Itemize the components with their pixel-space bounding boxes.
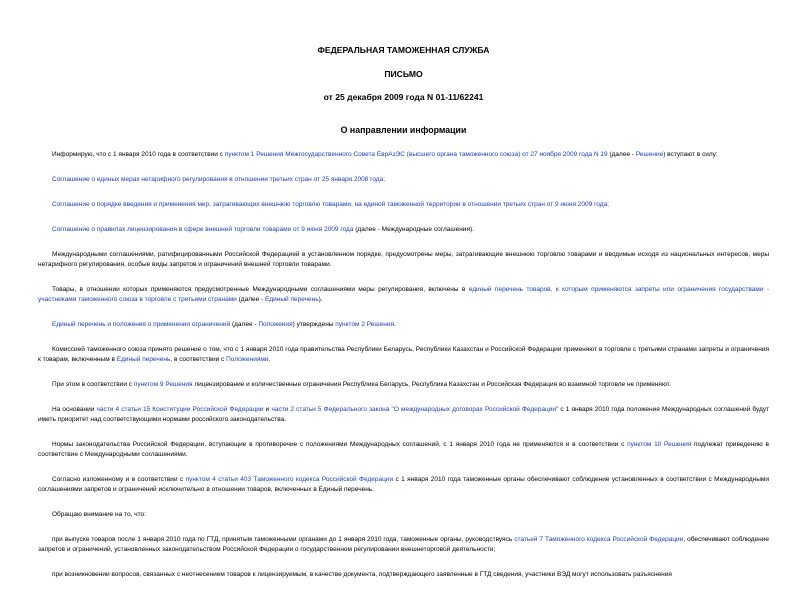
link-decision-point-10[interactable]: пунктом 10 Решения [627, 441, 692, 448]
paragraph-text: лицензирование и количественные ограничения Республика Беларусь, Республика Казахстан и Российская Федерация во взаимной торговле не применяют. [192, 381, 671, 388]
paragraph [38, 345, 769, 365]
link-unified-list-provisions[interactable]: Единый перечень и положения о применении ограничений [52, 321, 231, 328]
paragraph [38, 320, 769, 330]
paragraph-text: Товары, в отношении которых применяются предусмотренные Международными соглашениями меры регулирования, включены в [52, 286, 469, 293]
link-constitution[interactable]: части 4 статьи 15 Конституции Российской Федерации [96, 406, 264, 413]
paragraph-text: ). [318, 296, 323, 303]
link-decision-point-1[interactable]: пунктом 1 Решения Межгосударственного Совета ЕврАзЭС (высшего органа таможенного союза) от 27 ноября 2009 года N 19 [224, 151, 608, 158]
paragraph-text: при возникновении вопросов, связанных с неотнесением товаров к лицензируемым, в качестве документа, подтверждающего заявленные в ГТД сведения, участники ВЭД могут использовать разъяснения [52, 571, 672, 578]
document-body [38, 150, 769, 595]
paragraph [38, 225, 769, 235]
paragraph-text: При этом в соответствии с [52, 381, 134, 388]
paragraph [38, 285, 769, 305]
link-agreement-licensing[interactable]: Соглашение о правилах лицензирования в сфере внешней торговли товарами от 9 июня 2009 года [52, 226, 354, 233]
link-unified-list[interactable]: Единый перечень [116, 356, 171, 363]
paragraph-text: (далее - [230, 321, 259, 328]
paragraph [38, 150, 769, 160]
paragraph-text: (далее - Международные соглашения). [353, 226, 474, 233]
link-agreement-measures[interactable]: Соглашение о порядке введения и применения мер, затрагивающих внешнюю торговлю товарами, на единой таможенной территории в отношении третьих стран от 9 июня 2009 года; [52, 201, 609, 208]
paragraph-text: На основании [52, 406, 97, 413]
paragraph [38, 440, 769, 460]
paragraph [38, 250, 769, 270]
paragraph-text: (далее - [607, 151, 636, 158]
paragraph-text: , в соответствии с [170, 356, 227, 363]
paragraph-text: Информирую, что с 1 января 2010 года в соответствии с [52, 151, 225, 158]
link-provisions[interactable]: Положениями [226, 356, 269, 363]
link-decision-point-9[interactable]: пунктом 9 Решения [133, 381, 193, 388]
paragraph-text: . [394, 321, 396, 328]
agency-title: ФЕДЕРАЛЬНАЯ ТАМОЖЕННАЯ СЛУЖБА [317, 45, 490, 55]
document-type: ПИСЬМО [384, 69, 423, 79]
paragraph-text: ) вступают в силу: [663, 151, 718, 158]
paragraph-text: , обеспечивают соблюдение запретов и ограничений, установленных законодательством Российской Федерации о государственном регулировании внешнеторговой деятельности; [38, 536, 769, 553]
link-unified-list[interactable]: Единый перечень [265, 296, 319, 303]
document-date-number: от 25 декабря 2009 года N 01-11/62241 [323, 92, 484, 102]
paragraph [38, 380, 769, 390]
paragraph [38, 570, 769, 580]
paragraph [38, 475, 769, 495]
paragraph-text: при выпуске товаров после 1 января 2010 года по ГТД, принятым таможенными органами до 1 января 2010 года, таможенные органы, руководствуясь [52, 536, 515, 543]
paragraph-text: ) утверждены [292, 321, 336, 328]
paragraph-text: Обращаю внимание на то, что: [52, 511, 146, 518]
link-decision[interactable]: Решение [635, 151, 664, 158]
paragraph-text: Комиссией таможенного союза принято решение о том, что с 1 января 2010 года правительства Республики Беларусь, Республики Казахстан и Российской Федерации применяют в торговле с третьими странами запреты и ограничения к товарам, включенным в [38, 346, 769, 363]
paragraph-text: Согласно изложенному и в соответствии с [52, 476, 186, 483]
paragraph-text: и [263, 406, 272, 413]
paragraph [38, 175, 769, 185]
paragraph-text: . [268, 356, 271, 363]
paragraph [38, 535, 769, 555]
link-unified-list-goods[interactable]: единый перечень товаров, к которым применяются запреты или ограничения государствами - участниками таможенного союза в торговле с третьими странами [38, 286, 769, 303]
paragraph [38, 510, 769, 520]
link-customs-code-7[interactable]: статьей 7 Таможенного кодекса Российской Федерации [514, 536, 684, 543]
link-decision-point-2[interactable]: пунктом 2 Решения [335, 321, 394, 328]
document-subject: О направлении информации [340, 125, 467, 135]
link-agreement-nontariff[interactable]: Соглашение о единых мерах нетарифного регулирования в отношении третьих стран от 25 января 2008 года; [52, 176, 386, 183]
paragraph-text: (далее - [236, 296, 266, 303]
link-provisions[interactable]: Положения [258, 321, 293, 328]
paragraph [38, 405, 769, 425]
link-federal-law[interactable]: части 2 статьи 5 Федерального закона "О международных договорах Российской Федерации" [271, 406, 559, 413]
paragraph [38, 200, 769, 210]
paragraph-text: Нормы законодательства Российской Федерации, вступающие в противоречие с положениями Международных соглашений, с 1 января 2010 года не применяются и в соответствии с [52, 441, 628, 448]
paragraph-text: с 1 января 2010 года положения Международных соглашений будут иметь приоритет над соответствующими нормами российского законодательства. [38, 406, 769, 423]
link-customs-code-403[interactable]: пунктом 4 статьи 403 Таможенного кодекса Российской Федерации [185, 476, 394, 483]
paragraph-text: подлежат приведению в соответствие с Международными соглашениями. [38, 441, 769, 458]
paragraph-text: Международными соглашениями, ратифицированными Российской Федерацией в установленном порядке, предусмотрены меры, затрагивающие внешнюю торговлю товарами и вводимые исходя из национальных интересов, меры нетарифного регулирования, особые виды запретов и ограничений внешней торговли товарами. [38, 251, 769, 268]
paragraph-text: с 1 января 2010 года таможенные органы обеспечивают соблюдение установленных в соответствии с Международными соглашениями запретов и ограничений исключительно в отношении товаров, включенных в Единый перечень. [38, 476, 769, 493]
